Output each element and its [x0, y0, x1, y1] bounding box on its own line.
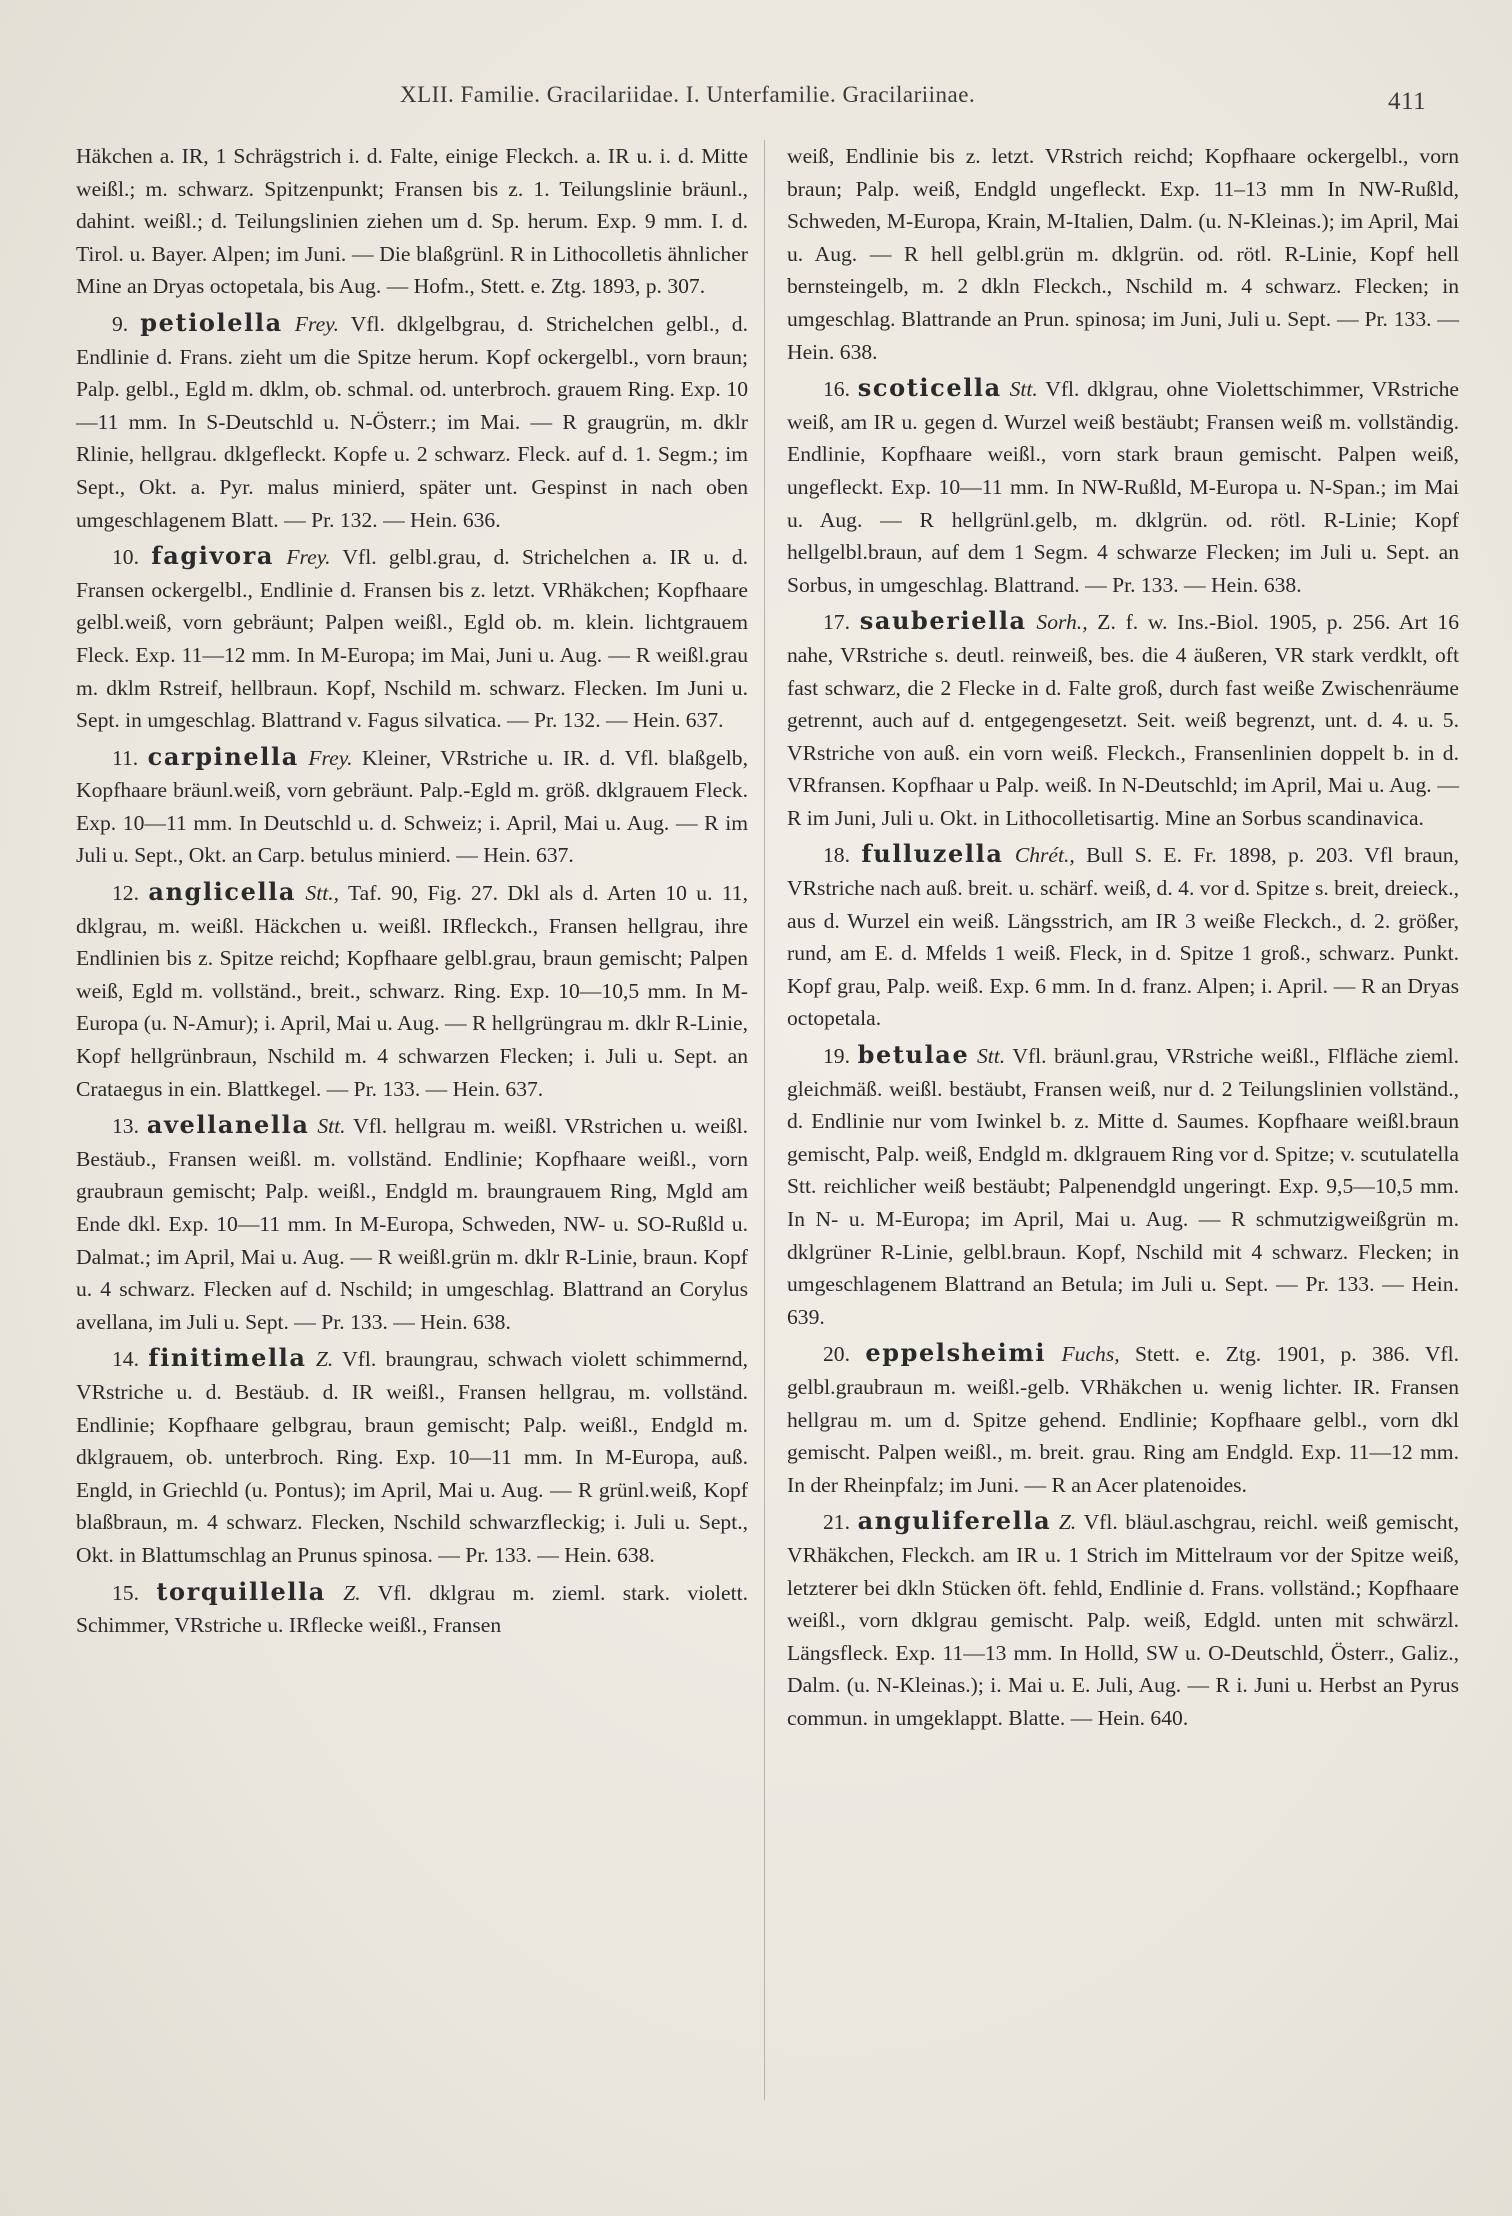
- entry-text: Vfl. dklgrau m. zieml. stark. violett. Schimmer, VRstriche u. IRflecke weißl., Fransen: [76, 1580, 748, 1638]
- entry-number: 17.: [823, 610, 850, 635]
- species-author: Stt.: [976, 1044, 1006, 1069]
- entry-text: Bull S. E. Fr. 1898, p. 203. Vfl braun, VRstriche nach auß. breit. u. schärf. weiß, d. 4. vor d. Spitze s. breit, dreieck., aus d. Wurzel ein weiß. Längsstrich, am IR 3 weiße Fleckch., d. 2. größer, rund, am E. d. Mfelds 1 weiß. Fleck, in d. Spitze 1 groß., schwarz. Punkt. Kopf grau, Palp. weiß. Exp. 6 mm. In d. franz. Alpen; i. April. — R an Dryas octopetala.: [787, 843, 1459, 1031]
- species-entry: [787, 1337, 1459, 1501]
- entry-text: Vfl. hellgrau m. weißl. VRstrichen u. weißl. Bestäub., Fransen weißl. m. vollständ. Endlinie; Kopfhaare weißl., vorn graubraun gemischt; Palp. weißl., Endgld m. braungrauem Ring, Mgld am Ende dkl. Exp. 10—11 mm. In M-Europa, Schweden, NW- u. SO-Rußld u. Dalmat.; im April, Mai u. Aug. — R weißl.grün m. dklr R-Linie, braun. Kopf u. 4 schwarz. Flecken auf d. Nschild; in umgeschlag. Blattrand an Corylus avellana, im Juli u. Sept. — Pr. 133. — Hein. 638.: [76, 1114, 749, 1334]
- running-head-title: XLII. Familie. Gracilariidae. I. Unterfamilie. Gracilariinae.: [400, 82, 976, 107]
- entry-text: Taf. 90, Fig. 27. Dkl als d. Arten 10 u. 11, dklgrau, m. weißl. Häckchen u. weißl. IRfleckch., Fransen hellgrau, ihre Endlinien bis z. Spitze reichd; Kopfhaare gelbl.grau, braun gemischt; Palpen weiß, Egld m. vollständ., breit., schwarz. Ring. Exp. 10—10,5 mm. In M-Europa (u. N-Amur); i. April, Mai u. Aug. — R hellgrüngrau m. dklr R-Linie, Kopf hellgrünbraun, Nschild m. 4 schwarzen Flecken; i. Juli u. Sept. an Crataegus in ein. Blattkegel. — Pr. 133. — Hein. 637.: [76, 881, 749, 1101]
- species-author: Chrét.,: [1014, 843, 1075, 868]
- entry-number: 13.: [112, 1114, 139, 1139]
- species-name: anguliferella: [857, 1506, 1052, 1536]
- species-entry: [787, 1039, 1459, 1333]
- entry-number: 12.: [112, 881, 139, 906]
- continued-paragraph: [787, 140, 1459, 368]
- species-entry: [787, 1505, 1459, 1734]
- species-entry: [787, 372, 1459, 601]
- species-name: fagivora: [151, 541, 275, 571]
- species-author: Z.: [343, 1580, 361, 1605]
- species-entry: [787, 838, 1459, 1035]
- continued-paragraph: [76, 140, 748, 303]
- species-author: Sorh.,: [1036, 610, 1088, 635]
- species-entry: [76, 1109, 748, 1338]
- entry-text: Vfl. dklgrau, ohne Violettschimmer, VRstriche weiß, am IR u. gegen d. Wurzel weiß bestäubt; Fransen weiß m. vollständig. Endlinie, Kopfhaare weißl., vorn stark braun gemischt. Palpen weiß, ungefleckt. Exp. 10—11 mm. In NW-Rußld, M-Europa u. N-Span.; im Mai u. Aug. — R hellgrünl.gelb, m. dklgrün. od. rötl. R-Linie; Kopf hellgelbl.braun, auf dem 1 Segm. 4 schwarze Flecken; im Juli u. Sept. an Sorbus, in umgeschlag. Blattrand. — Pr. 133. — Hein. 638.: [787, 377, 1460, 597]
- entry-text: Kleiner, VRstriche u. IR. d. Vfl. blaßgelb, Kopfhaare bräunl.weiß, vorn gebräunt. Palp.-Egld m. größ. dklgrauem Fleck. Exp. 10—11 mm. In Deutschld u. d. Schweiz; i. April, Mai u. Aug. — R im Juli u. Sept., Okt. an Carp. betulus minierd. — Hein. 637.: [76, 745, 748, 868]
- species-author: Frey.: [286, 545, 331, 570]
- species-name: sauberiella: [859, 606, 1027, 636]
- entry-text: Vfl. gelbl.grau, d. Strichelchen a. IR u. d. Fransen ockergelbl., Endlinie d. Fransen bis z. letzt. VRhäkchen; Kopfhaare gelbl.weiß, vorn gebräunt; Palpen weißl., Egld ob. m. klein. lichtgrauem Fleck. Exp. 11—12 mm. In M-Europa; im Mai, Juni u. Aug. — R weißl.grau m. dklm Rstreif, hellbraun. Kopf, Nschild m. schwarz. Flecken. Im Juni u. Sept. in umgeschlag. Blattrand v. Fagus silvatica. — Pr. 132. — Hein. 637.: [76, 545, 749, 733]
- entry-text: Vfl. bläul.aschgrau, reichl. weiß gemischt, VRhäkchen, Fleckch. am IR u. 1 Strich im Mittelraum vor der Spitze weiß, letzterer bei dkln Stücken öft. fehld, Endlinie d. Frans. vollständ.; Kopfhaare weißl., vorn dklgrau gemischt. Palp. weiß, Edgld. unten mit schwärzl. Längsfleck. Exp. 11—13 mm. In Holld, SW u. O-Deutschld, Österr., Galiz., Dalm. (u. N-Kleinas.); i. Mai u. E. Juli, Aug. — R i. Juni u. Herbst an Pyrus commun. in umgeklappt. Blatte. — Hein. 640.: [787, 1510, 1459, 1730]
- running-head: [0, 82, 1512, 122]
- column-divider: [764, 140, 765, 2100]
- species-name: avellanella: [146, 1110, 310, 1140]
- entry-text: Stett. e. Ztg. 1901, p. 386. Vfl. gelbl.graubraun m. weißl.-gelb. VRhäkchen u. wenig lichter. IR. Fransen hellgrau m. um d. Spitze gehend. Endlinie; Kopfhaare gelbl., vorn dkl gemischt. Palpen weißl., m. breit. grau. Ring am Endgld. Exp. 11—12 mm. In der Rheinpfalz; im Juni. — R an Acer platenoides.: [787, 1342, 1460, 1497]
- species-name: petiolella: [140, 307, 283, 337]
- entry-number: 10.: [112, 545, 139, 570]
- entry-number: 9.: [112, 311, 129, 336]
- species-entry: [76, 741, 748, 872]
- species-author: Frey.: [308, 745, 353, 770]
- species-entry: [76, 876, 748, 1105]
- entry-number: 15.: [112, 1580, 139, 1605]
- species-name: fulluzella: [861, 839, 1004, 869]
- species-entry: [76, 540, 748, 737]
- species-entry: [76, 1342, 748, 1571]
- species-author: Stt.: [317, 1114, 346, 1139]
- entry-text: weiß, Endlinie bis z. letzt. VRstrich reichd; Kopfhaare ockergelbl., vorn braun; Palp. weiß, Endgld ungefleckt. Exp. 11–13 mm In NW-Rußld, Schweden, M-Europa, Krain, M-Italien, Dalm. (u. N-Kleinas.); im April, Mai u. Aug. — R hell gelbl.grün m. dklgrün. od. rötl. R-Linie, Kopf hell bernsteingelb, m. 2 dkln Fleckch., Nschild m. 4 schwarz. Flecken; in umgeschlag. Blattrande an Prun. spinosa; im Juni, Juli u. Sept. — Pr. 133. — Hein. 638.: [787, 144, 1459, 364]
- entry-text: Vfl. braungrau, schwach violett schimmernd, VRstriche u. d. Bestäub. d. IR weißl., Fransen hellgrau, m. vollständ. Endlinie; Kopfhaare gelbgrau, braun gemischt; Palp. weißl., Endgld m. dklgrauem, ob. unterbroch. Ring. Exp. 10—11 mm. In M-Europa, auß. Engld, in Griechld (u. Pontus); im April, Mai u. Aug. — R grünl.weiß, Kopf blaßbraun, m. 4 schwarz. Flecken, Nschild schwarzfleckig; i. Juli u. Sept., Okt. in Blattumschlag an Prunus spinosa. — Pr. 133. — Hein. 638.: [76, 1347, 749, 1567]
- entry-text: Vfl. bräunl.grau, VRstriche weißl., Flfläche zieml. gleichmäß. weißl. bestäubt, Fransen weiß, nur d. 2 Teilungslinien vollständ., d. Endlinie nur vom Iwinkel b. z. Mitte d. Saumes. Kopfhaare weißl.braun gemischt, Palp. weiß, Endgld m. dklgrauem Ring vor d. Spitze; v. scutulatella Stt. reichlicher weiß bestäubt; Palpenendgld ungeringt. Exp. 9,5—10,5 mm. In N- u. M-Europa; im April, Mai u. Aug. — R schmutzigweißgrün m. dklgrüner R-Linie, gelbl.braun. Kopf, Nschild mit 4 schwarz. Flecken; in umgeschlagenem Blattrand an Betula; im Juli u. Sept. — Pr. 133. — Hein. 639.: [787, 1044, 1459, 1329]
- entry-number: 19.: [823, 1044, 850, 1069]
- species-author: Stt.,: [305, 881, 339, 906]
- entry-number: 21.: [823, 1510, 850, 1535]
- species-author: Stt.: [1009, 377, 1038, 402]
- page-number: 411: [1388, 88, 1427, 115]
- species-entry: [76, 1576, 748, 1642]
- entry-number: 20.: [823, 1342, 850, 1367]
- entry-number: 18.: [823, 843, 850, 868]
- species-name: finitimella: [148, 1343, 307, 1373]
- species-author: Z.: [1058, 1510, 1077, 1535]
- species-entry: [787, 605, 1459, 834]
- right-column: [787, 140, 1459, 1739]
- species-author: Frey.: [294, 311, 339, 336]
- entry-number: 16.: [823, 377, 850, 402]
- species-name: anglicella: [148, 877, 297, 907]
- entry-text: Häkchen a. IR, 1 Schrägstrich i. d. Falte, einige Fleckch. a. IR u. i. d. Mitte weißl.; m. schwarz. Spitzenpunkt; Fransen bis z. 1. Teilungslinie bräunl., dahint. weißl.; d. Teilungslinien ziehen um d. Sp. herum. Exp. 9 mm. I. d. Tirol. u. Bayer. Alpen; im Juni. — Die blaßgrünl. R in Lithocolletis ähnlicher Mine an Dryas octopetala, bis Aug. — Hofm., Stett. e. Ztg. 1893, p. 307.: [76, 144, 748, 299]
- species-entry: [76, 307, 748, 536]
- species-author: Fuchs,: [1061, 1342, 1120, 1367]
- entry-text: Vfl. dklgelbgrau, d. Strichelchen gelbl., d. Endlinie d. Frans. zieht um die Spitze herum. Kopf ockergelbl., vorn braun; Palp. gelbl., Egld m. dklm, ob. schmal. od. unterbroch. grauem Ring. Exp. 10—11 mm. In S-Deutschld u. N-Österr.; im Mai. — R graugrün, m. dklr Rlinie, hellgrau. dklgefleckt. Kopfe u. 2 schwarz. Fleck. auf d. 1. Segm.; im Sept., Okt. a. Pyr. malus minierd, später unt. Gespinst in nach oben umgeschlagenem Blatt. — Pr. 132. — Hein. 636.: [76, 311, 749, 532]
- species-name: carpinella: [147, 741, 299, 771]
- species-name: scoticella: [857, 373, 1002, 403]
- species-author: Z.: [315, 1347, 334, 1372]
- species-name: torquillella: [156, 1576, 326, 1606]
- species-name: betulae: [857, 1040, 970, 1070]
- left-column: [76, 140, 748, 1646]
- entry-number: 11.: [112, 745, 139, 770]
- entry-number: 14.: [112, 1347, 139, 1372]
- species-name: eppelsheimi: [865, 1338, 1047, 1368]
- entry-text: Z. f. w. Ins.-Biol. 1905, p. 256. Art 16 nahe, VRstriche s. deutl. reinweiß, bes. die 4 äußeren, VR stark verdklt, oft fast schwarz, die 2 Flecke in d. Falte groß, durch fast weiße Zwischenräume getrennt, auch auf d. entgegengesetzt. Seit. weiß begrenzt, unt. d. 4. u. 5. VRstriche von auß. ein vorn weiß. Fleckch., Fransenlinien doppelt b. in d. VRfransen. Kopfhaar u Palp. weiß. In N-Deutschld; im April, Mai u. Aug. — R im Juni, Juli u. Okt. in Lithocolletisartig. Mine an Sorbus scandinavica.: [787, 610, 1459, 830]
